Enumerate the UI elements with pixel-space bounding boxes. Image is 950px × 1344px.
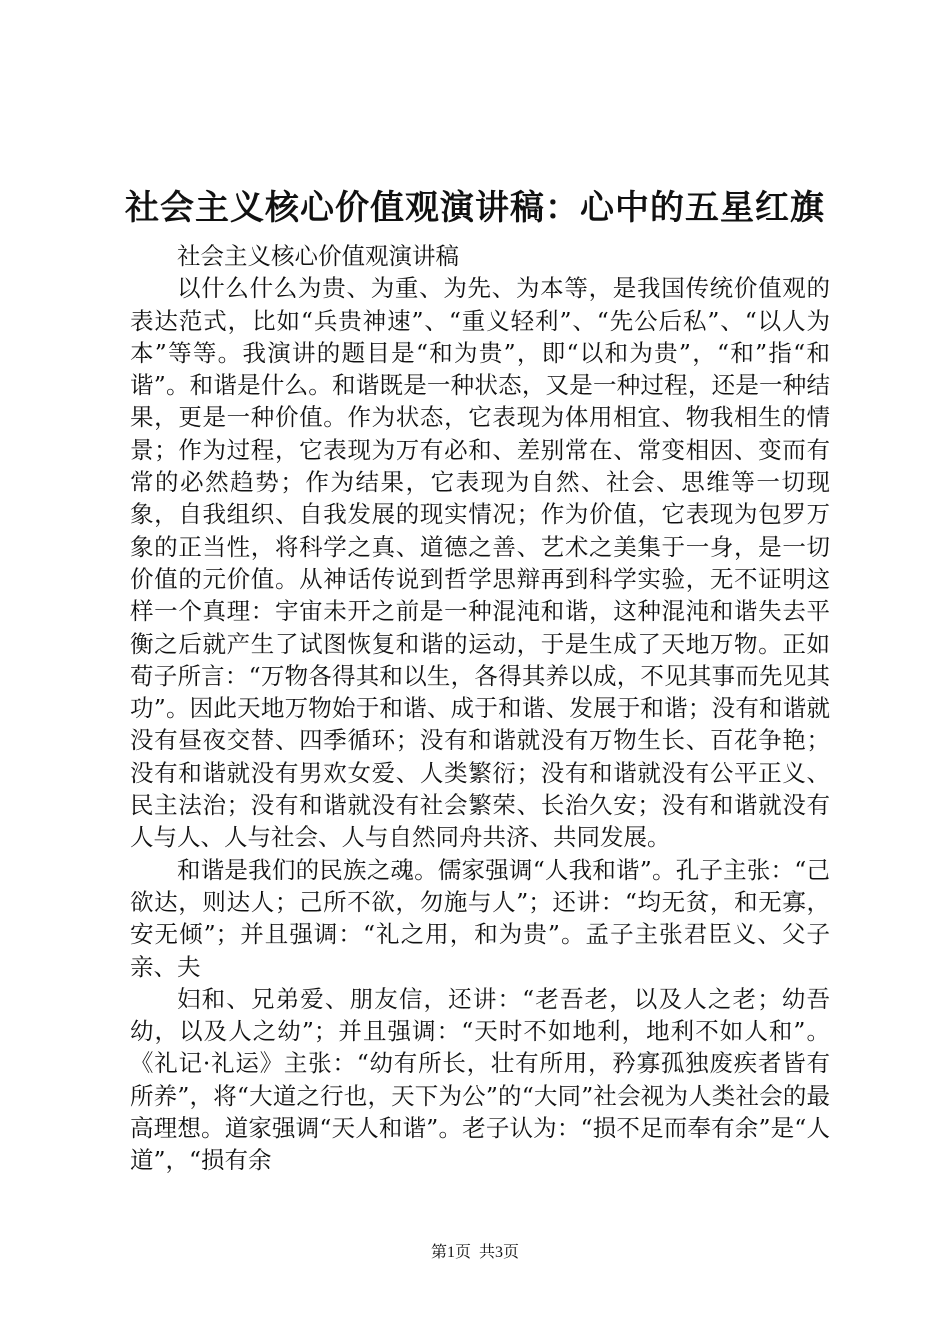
- document-title: 社会主义核心价值观演讲稿：心中的五星红旗: [125, 188, 825, 228]
- paragraph-1: 以什么什么为贵、为重、为先、为本等，是我国传统价值观的表达范式，比如“兵贵神速”、“重义轻利”、“先公后私”、“以人为本”等等。我演讲的题目是“和为贵”，即“以和为贵”，“和”指“和谐”。和谐是什么。和谐既是一种状态，又是一种过程，还是一种结果，更是一种价值。作为状态，它表现为体用相宜、物我相生的情景；作为过程，它表现为万有必和、差别常在、常变相因、变而有常的必然趋势；作为结果，它表现为自然、社会、思维等一切现象，自我组织、自我发展的现实情况；作为价值，它表现为包罗万象的正当性，将科学之真、道德之善、艺术之美集于一身，是一切价值的元价值。从神话传说到哲学思辩再到科学实验，无不证明这样一个真理：宇宙未开之前是一种混沌和谐，这种混沌和谐失去平衡之后就产生了试图恢复和谐的运动，于是生成了天地万物。正如荀子所言：“万物各得其和以生，各得其养以成，不见其事而先见其功”。因此天地万物始于和谐、成于和谐、发展于和谐；没有和谐就没有昼夜交替、四季循环；没有和谐就没有万物生长、百花争艳；没有和谐就没有男欢女爱、人类繁衍；没有和谐就没有公平正义、民主法治；没有和谐就没有社会繁荣、长治久安；没有和谐就没有人与人、人与社会、人与自然同舟共济、共同发展。: [130, 274, 830, 852]
- paragraph-subtitle: 社会主义核心价值观演讲稿: [177, 242, 459, 270]
- page-number: 第1页 共3页: [430, 1244, 519, 1261]
- document-body: [130, 240, 830, 1177]
- paragraph-2: 和谐是我们的民族之魂。儒家强调“人我和谐”。孔子主张：“己欲达，则达人；己所不欲，勿施与人”；还讲：“均无贫，和无寡，安无倾”；并且强调：“礼之用，和为贵”。孟子主张君臣义、父子亲、夫: [130, 855, 830, 981]
- paragraph-3: 妇和、兄弟爱、朋友信，还讲：“老吾老，以及人之老；幼吾幼，以及人之幼”；并且强调：“天时不如地利，地利不如人和”。《礼记·礼运》主张：“幼有所长，壮有所用，矜寡孤独废疾者皆有所养”，将“大道之行也，天下为公”的“大同”社会视为人类社会的最高理想。道家强调“天人和谐”。老子认为：“损不足而奉有余”是“人道”，“损有余: [130, 984, 830, 1175]
